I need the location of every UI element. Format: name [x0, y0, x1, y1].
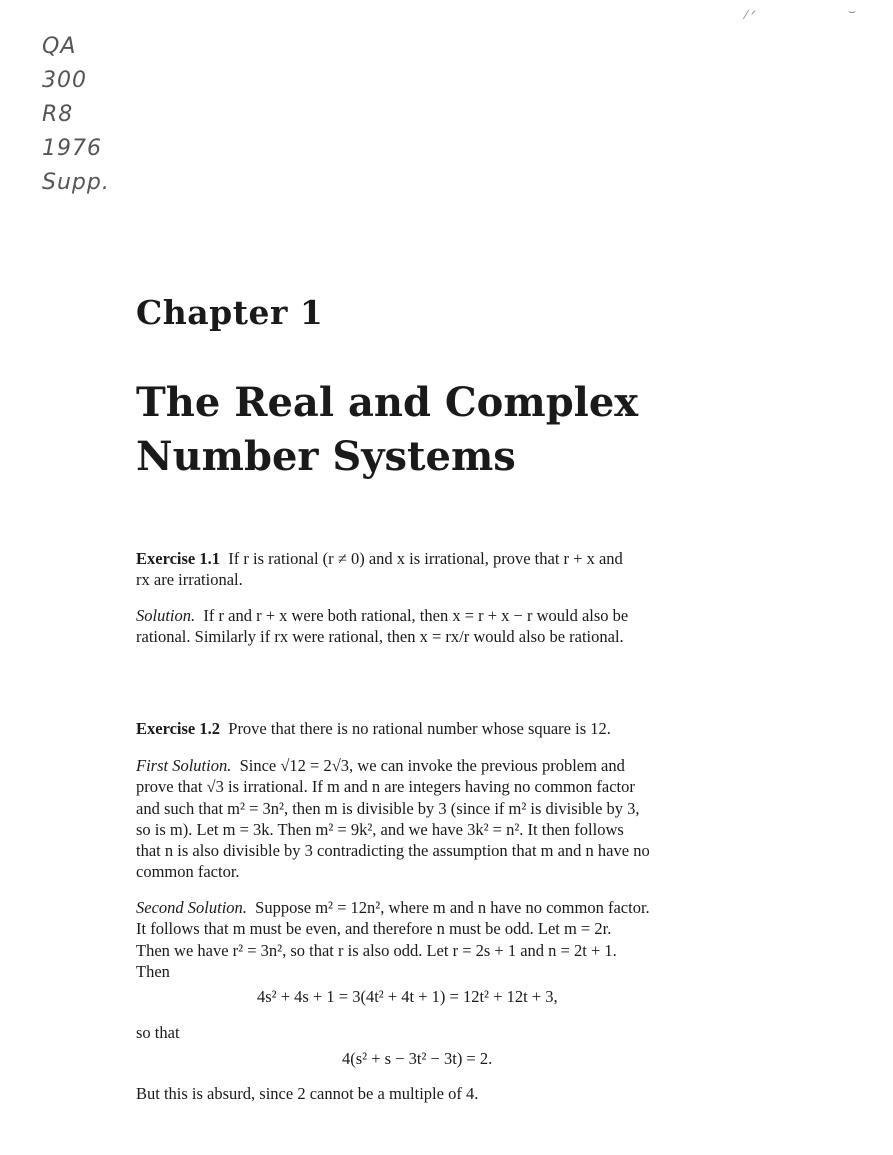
statement-text: If r is rational (r ≠ 0) and x is irrational, prove that r + x and [228, 549, 623, 568]
exercise-label: Exercise 1.1 [136, 549, 221, 568]
exercise-1-1-statement [136, 548, 740, 591]
solution-text: Then [136, 961, 170, 981]
conclusion-text [136, 1083, 740, 1104]
second-solution [136, 897, 740, 982]
solution-text: and such that m² = 3n², then m is divisible by 3 (since if m² is divisible by 3, [136, 798, 640, 818]
solution-text: Suppose m² = 12n², where m and n have no common factor. [255, 898, 650, 917]
solution-text: But this is absurd, since 2 cannot be a multiple of 4. [136, 1084, 479, 1103]
handwritten-call-number [42, 30, 110, 200]
statement-text: rx are irrational. [136, 570, 243, 590]
solution-text: so is m). Let m = 3k. Then m² = 9k², and we have 3k² = n². It then follows [136, 819, 624, 839]
so-that-text [136, 1022, 740, 1043]
chapter-title-line: The Real and Complex [136, 379, 639, 426]
solution-text: Since √12 = 2√3, we can invoke the previous problem and [239, 756, 625, 775]
call-number-line: R8 [42, 102, 74, 127]
solution-label: Second Solution. [136, 898, 247, 917]
equation-1: 4s² + 4s + 1 = 3(4t² + 4t + 1) = 12t² + 12t + 3, [257, 987, 558, 1006]
solution-label: Solution. [136, 606, 196, 625]
solution-text: prove that √3 is irrational. If m and n are integers having no common factor [136, 777, 635, 797]
exercise-1-1-solution [136, 605, 740, 648]
statement-text: Prove that there is no rational number whose square is 12. [228, 719, 611, 738]
solution-label: First Solution. [136, 756, 232, 775]
chapter-title-line: Number Systems [136, 433, 516, 480]
call-number-line: QA [42, 34, 77, 59]
scan-mark: ⌣ [848, 4, 856, 18]
solution-text: so that [136, 1023, 180, 1042]
solution-text: common factor. [136, 862, 240, 882]
equation-2: 4(s² + s − 3t² − 3t) = 2. [342, 1049, 493, 1068]
solution-text: Then we have r² = 3n², so that r is also odd. Let r = 2s + 1 and n = 2t + 1. [136, 940, 617, 960]
solution-text: If r and r + x were both rational, then x = r + x − r would also be [203, 606, 629, 625]
call-number-line: 1976 [42, 136, 102, 161]
chapter-label: Chapter 1 [136, 293, 324, 332]
chapter-title [136, 376, 776, 484]
solution-text: that n is also divisible by 3 contradicting the assumption that m and n have no [136, 841, 650, 861]
call-number-line: 300 [42, 68, 87, 93]
solution-text: It follows that m must be even, and therefore n must be odd. Let m = 2r. [136, 919, 612, 939]
solution-text: rational. Similarly if rx were rational, then x = rx/r would also be rational. [136, 627, 624, 647]
first-solution [136, 755, 740, 883]
exercise-1-2-statement [136, 718, 740, 739]
call-number-line: Supp. [42, 170, 110, 195]
scan-mark: ⁄ ᐟ [745, 8, 756, 22]
exercise-label: Exercise 1.2 [136, 719, 221, 738]
